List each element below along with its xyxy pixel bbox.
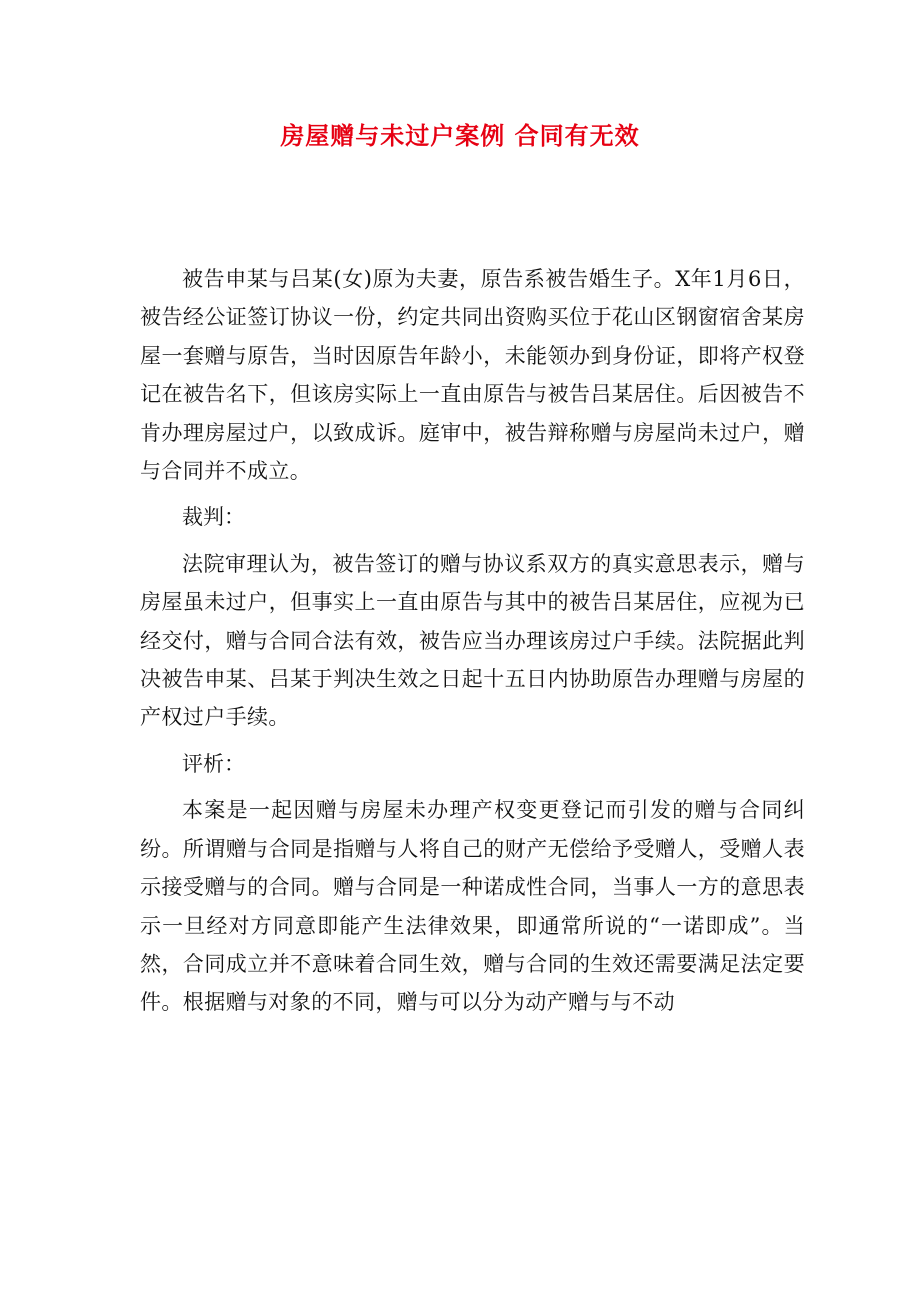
paragraph-analysis: 本案是一起因赠与房屋未办理产权变更登记而引发的赠与合同纠纷。所谓赠与合同是指赠与人将自己的财产无偿给予受赠人，受赠人表示接受赠与的合同。赠与合同是一种诺成性合同，当事人一方的意思表示一旦经对方同意即能产生法律效果，即通常所说的“一诺即成”。当然，合同成立并不意味着合同生效，赠与合同的生效还需要满足法定要件。根据赠与对象的不同，赠与可以分为动产赠与与不动 bbox=[140, 798, 805, 1015]
heading-analysis: 评析： bbox=[182, 751, 245, 776]
paragraph-case-facts: 被告申某与吕某(女)原为夫妻，原告系被告婚生子。X年1月6日，被告经公证签订协议一份，约定共同出资购买位于花山区钢窗宿舍某房屋一套赠与原告，当时因原告年龄小，未能领办到身份证，即将产权登记在被告名下，但该房实际上一直由原告与被告吕某居住。后因被告不肯办理房屋过户，以致成诉。庭审中，被告辩称赠与房屋尚未过户，赠与合同并不成立。 bbox=[140, 267, 805, 484]
document-body bbox=[140, 260, 805, 1030]
paragraph-judgment: 法院审理认为，被告签订的赠与协议系双方的真实意思表示，赠与房屋虽未过户，但事实上一直由原告与其中的被告吕某居住，应视为已经交付，赠与合同合法有效，被告应当办理该房过户手续。法院据此判决被告申某、吕某于判决生效之日起十五日内协助原告办理赠与房屋的产权过户手续。 bbox=[140, 551, 805, 730]
document-title: 房屋赠与未过户案例 合同有无效 bbox=[280, 121, 640, 150]
heading-judgment: 裁判： bbox=[182, 505, 245, 530]
